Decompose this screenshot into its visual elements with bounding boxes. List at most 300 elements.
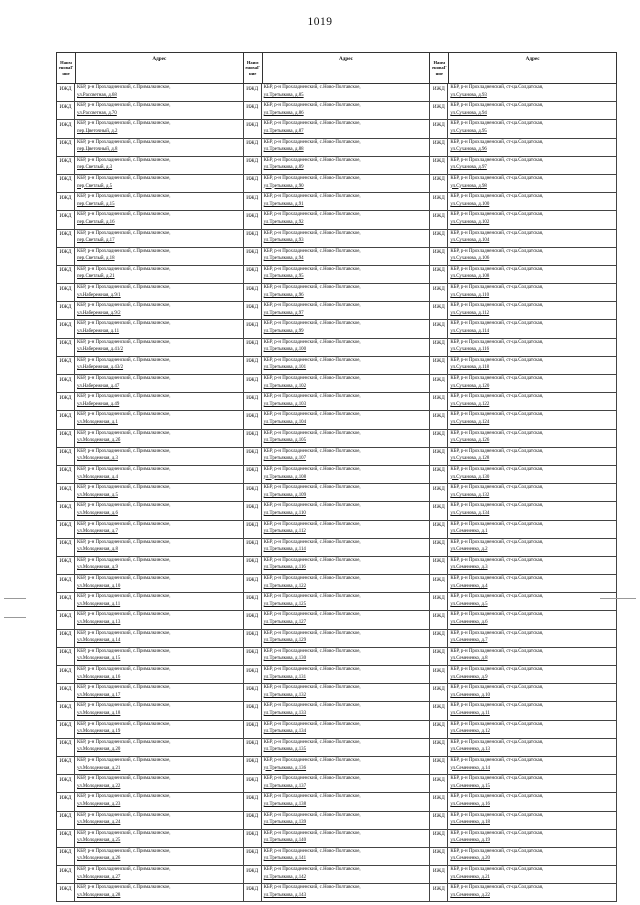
object-type: ИЖД xyxy=(244,175,262,192)
object-type: ИЖД xyxy=(244,757,262,774)
address-street: ул.Третьякова, д.87 xyxy=(263,128,304,134)
address-street: ул.Молодежная, д.27 xyxy=(77,874,121,880)
table-header xyxy=(244,52,431,84)
address-street: ул.Третьякова, д.114 xyxy=(263,547,306,553)
table-row xyxy=(430,320,617,338)
object-type: ИЖД xyxy=(430,84,448,101)
object-type: ИЖД xyxy=(430,557,448,574)
table-row xyxy=(244,539,431,557)
table-row xyxy=(244,866,431,884)
object-type: ИЖД xyxy=(244,830,262,847)
address-locality: КБР, р-н Прохладненский, с.Прималкинское, xyxy=(77,703,171,709)
address-cell xyxy=(448,139,617,156)
address-locality: КБР, р-н Прохладненский, с.Прималкинское, xyxy=(77,503,171,509)
address-cell xyxy=(262,739,431,756)
address-locality: КБР, р-н Прохладненский, ст-ца.Солдатская, xyxy=(450,321,544,327)
table-row xyxy=(57,84,244,102)
address-locality: КБР, р-н Прохладненский, с.Ново-Полтавское, xyxy=(263,121,361,127)
address-locality: КБР, р-н Прохладненский, ст-ца.Солдатская, xyxy=(450,885,544,891)
address-street: ул.Третьякова, д.92 xyxy=(263,219,304,225)
table-row xyxy=(430,830,617,848)
address-locality: КБР, р-н Прохладненский, с.Ново-Полтавское, xyxy=(263,394,361,400)
address-street: ул.Третьякова, д.108 xyxy=(263,474,307,480)
address-street: ул.Семененко, д.13 xyxy=(450,747,490,753)
address-locality: КБР, р-н Прохладненский, с.Прималкинское, xyxy=(77,121,171,127)
object-type: ИЖД xyxy=(430,448,448,465)
table-row xyxy=(244,266,431,284)
object-type: ИЖД xyxy=(244,302,262,319)
object-type: ИЖД xyxy=(430,666,448,683)
object-type: ИЖД xyxy=(430,284,448,301)
table-row xyxy=(430,884,617,902)
address-cell xyxy=(448,411,617,428)
address-street: ул.Молодежная, д.5 xyxy=(77,492,118,498)
table-row xyxy=(430,812,617,830)
address-cell xyxy=(448,393,617,410)
address-locality: КБР, р-н Прохладненский, ст-ца.Солдатская, xyxy=(450,175,544,181)
address-locality: КБР, р-н Прохладненский, с.Прималкинское, xyxy=(77,175,171,181)
object-type: ИЖД xyxy=(57,466,75,483)
address-street: ул.Набережная, д.49 xyxy=(77,401,120,407)
address-cell xyxy=(75,211,244,228)
object-type: ИЖД xyxy=(430,393,448,410)
object-type: ИЖД xyxy=(244,739,262,756)
address-cell xyxy=(262,593,431,610)
address-cell xyxy=(262,557,431,574)
address-cell xyxy=(262,521,431,538)
address-locality: КБР, р-н Прохладненский, ст-ца.Солдатская, xyxy=(450,485,544,491)
object-type: ИЖД xyxy=(430,539,448,556)
header-address: Адрес xyxy=(76,53,244,83)
table-row xyxy=(244,830,431,848)
address-locality: КБР, р-н Прохладненский, ст-ца.Солдатская, xyxy=(450,667,544,672)
address-locality: КБР, р-н Прохладненский, ст-ца.Солдатская, xyxy=(450,266,544,272)
address-street: ул.Молодежная, д.23 xyxy=(77,801,121,807)
address-cell xyxy=(75,320,244,337)
object-type: ИЖД xyxy=(57,648,75,665)
address-locality: КБР, р-н Прохладненский, с.Прималкинское, xyxy=(77,139,171,145)
address-locality: КБР, р-н Прохладненский, с.Ново-Полтавское, xyxy=(263,485,361,491)
object-type: ИЖД xyxy=(430,721,448,738)
address-street: ул.Молодежная, д.17 xyxy=(77,692,121,698)
table-row xyxy=(430,84,617,102)
object-type: ИЖД xyxy=(57,302,75,319)
address-locality: КБР, р-н Прохладненский, с.Ново-Полтавское, xyxy=(263,630,361,636)
object-type: ИЖД xyxy=(244,102,262,119)
address-locality: КБР, р-н Прохладненский, ст-ца.Солдатская, xyxy=(450,139,544,145)
object-type: ИЖД xyxy=(244,812,262,829)
address-cell xyxy=(75,521,244,538)
address-cell xyxy=(262,539,431,556)
address-locality: КБР, р-н Прохладненский, ст-ца.Солдатская, xyxy=(450,576,544,582)
address-street: ул.Молодежная, д.16 xyxy=(77,674,121,680)
address-cell xyxy=(262,248,431,265)
table-row xyxy=(244,630,431,648)
object-type: ИЖД xyxy=(244,375,262,392)
address-cell xyxy=(262,357,431,374)
address-street: ул.Третьякова, д.127 xyxy=(263,620,307,626)
address-cell xyxy=(262,102,431,119)
object-type: ИЖД xyxy=(57,175,75,192)
header-type: Наим еноваГ ние xyxy=(244,53,263,83)
table-row xyxy=(244,484,431,502)
address-locality: КБР, р-н Прохладненский, с.Ново-Полтавское, xyxy=(263,739,361,745)
table-row xyxy=(244,175,431,193)
address-street: ул.Третьякова, д.85 xyxy=(263,92,304,98)
object-type: ИЖД xyxy=(57,866,75,883)
address-cell xyxy=(448,521,617,538)
address-locality: КБР, р-н Прохладненский, с.Ново-Полтавское, xyxy=(263,303,361,309)
address-cell xyxy=(75,393,244,410)
address-cell xyxy=(448,684,617,701)
object-type: ИЖД xyxy=(57,139,75,156)
address-street: ул.Молодежная, д.15 xyxy=(77,656,121,662)
address-cell xyxy=(448,466,617,483)
address-cell xyxy=(262,175,431,192)
table-row xyxy=(57,484,244,502)
address-street: ул.Молодежная, д.28 xyxy=(77,892,121,898)
address-street: ул.Молодежная, д.14 xyxy=(77,638,121,644)
address-street: ул.Семененко, д.8 xyxy=(450,656,488,662)
page-number: 1019 xyxy=(307,16,333,28)
address-cell xyxy=(262,411,431,428)
address-cell xyxy=(262,702,431,719)
table-row xyxy=(430,557,617,575)
address-locality: КБР, р-н Прохладненский, с.Прималкинское, xyxy=(77,157,171,163)
address-locality: КБР, р-н Прохладненский, ст-ца.Солдатская, xyxy=(450,539,544,545)
address-locality: КБР, р-н Прохладненский, с.Прималкинское, xyxy=(77,466,171,472)
address-locality: КБР, р-н Прохладненский, с.Ново-Полтавское, xyxy=(263,539,361,545)
table-row xyxy=(244,357,431,375)
address-street: ул.Молодежная, д.26 xyxy=(77,856,121,862)
address-locality: КБР, р-н Прохладненский, с.Ново-Полтавское, xyxy=(263,248,361,254)
object-type: ИЖД xyxy=(57,575,75,592)
table-row xyxy=(57,666,244,684)
object-type: ИЖД xyxy=(244,139,262,156)
table-row xyxy=(430,175,617,193)
object-type: ИЖД xyxy=(57,193,75,210)
address-cell xyxy=(262,284,431,301)
address-cell xyxy=(75,84,244,101)
object-type: ИЖД xyxy=(430,848,448,865)
address-locality: КБР, р-н Прохладненский, с.Прималкинское, xyxy=(77,285,171,291)
address-cell xyxy=(448,502,617,519)
table-row xyxy=(57,339,244,357)
address-street: ул.Третьякова, д.104 xyxy=(263,419,307,425)
object-type: ИЖД xyxy=(244,193,262,210)
address-locality: КБР, р-н Прохладненский, с.Ново-Полтавское, xyxy=(263,776,361,782)
address-locality: КБР, р-н Прохладненский, ст-ца.Солдатская, xyxy=(450,430,544,436)
address-cell xyxy=(75,630,244,647)
object-type: ИЖД xyxy=(57,848,75,865)
address-cell xyxy=(262,139,431,156)
address-locality: КБР, р-н Прохладненский, с.Ново-Полтавское, xyxy=(263,576,361,582)
table-row xyxy=(57,175,244,193)
table-row xyxy=(430,302,617,320)
address-street: ул.Молодежная, д.21 xyxy=(77,765,121,771)
table-row xyxy=(57,539,244,557)
address-locality: КБР, р-н Прохладненский, с.Прималкинское, xyxy=(77,412,171,418)
table-row xyxy=(430,775,617,793)
object-type: ИЖД xyxy=(244,539,262,556)
address-locality: КБР, р-н Прохладненский, ст-ца.Солдатская, xyxy=(450,830,544,836)
table-row xyxy=(430,539,617,557)
object-type: ИЖД xyxy=(244,284,262,301)
address-locality: КБР, р-н Прохладненский, ст-ца.Солдатская, xyxy=(450,85,544,90)
object-type: ИЖД xyxy=(244,320,262,337)
address-street: ул.Семененко, д.7 xyxy=(450,638,488,644)
address-street: ул.Семененко, д.21 xyxy=(450,874,490,880)
table-header xyxy=(430,52,617,84)
object-type: ИЖД xyxy=(430,248,448,265)
address-locality: КБР, р-н Прохладненский, с.Прималкинское, xyxy=(77,430,171,436)
address-street: ул.Третьякова, д.137 xyxy=(263,783,307,789)
address-cell xyxy=(75,266,244,283)
table-row xyxy=(244,448,431,466)
address-street: ул.Третьякова, д.86 xyxy=(263,110,304,116)
address-street: пер.Светлый, д.15 xyxy=(77,201,115,207)
table-row xyxy=(244,211,431,229)
object-type: ИЖД xyxy=(430,120,448,137)
address-street: ул.Суханова, д.104 xyxy=(450,238,490,244)
object-type: ИЖД xyxy=(244,793,262,810)
address-cell xyxy=(75,666,244,683)
table-row xyxy=(57,466,244,484)
table-row xyxy=(57,375,244,393)
address-street: ул.Третьякова, д.142 xyxy=(263,874,307,880)
table-row xyxy=(430,284,617,302)
address-cell xyxy=(262,793,431,810)
address-cell xyxy=(75,120,244,137)
object-type: ИЖД xyxy=(57,393,75,410)
address-street: ул.Молодежная, д.20 xyxy=(77,747,121,753)
address-cell xyxy=(75,157,244,174)
table-row xyxy=(244,248,431,266)
table-row xyxy=(57,702,244,720)
address-cell xyxy=(262,466,431,483)
table-row xyxy=(244,320,431,338)
address-cell xyxy=(75,648,244,665)
table-row xyxy=(57,557,244,575)
table-row xyxy=(244,120,431,138)
table-row xyxy=(57,684,244,702)
address-locality: КБР, р-н Прохладненский, ст-ца.Солдатская, xyxy=(450,812,544,818)
address-locality: КБР, р-н Прохладненский, с.Прималкинское, xyxy=(77,812,171,818)
address-cell xyxy=(262,648,431,665)
address-cell xyxy=(448,884,617,901)
address-locality: КБР, р-н Прохладненский, с.Прималкинское, xyxy=(77,594,171,600)
table-row xyxy=(430,193,617,211)
table-row xyxy=(57,430,244,448)
address-street: ул.Третьякова, д.134 xyxy=(263,729,307,735)
address-street: ул.Набережная, д.41/2 xyxy=(77,347,124,353)
object-type: ИЖД xyxy=(244,393,262,410)
table-row xyxy=(430,666,617,684)
address-street: ул.Третьякова, д.90 xyxy=(263,183,304,189)
address-locality: КБР, р-н Прохладненский, с.Ново-Полтавское, xyxy=(263,266,361,272)
address-cell xyxy=(262,812,431,829)
address-locality: КБР, р-н Прохладненский, с.Ново-Полтавское, xyxy=(263,648,361,654)
table-row xyxy=(430,211,617,229)
address-cell xyxy=(448,211,617,228)
address-street: ул.Суханова, д.132 xyxy=(450,492,490,498)
object-type: ИЖД xyxy=(430,175,448,192)
object-type: ИЖД xyxy=(57,812,75,829)
address-cell xyxy=(448,648,617,665)
address-cell xyxy=(262,575,431,592)
object-type: ИЖД xyxy=(57,484,75,501)
table-row xyxy=(57,521,244,539)
table-row xyxy=(57,230,244,248)
address-cell xyxy=(262,302,431,319)
address-locality: КБР, р-н Прохладненский, с.Ново-Полтавское, xyxy=(263,321,361,327)
object-type: ИЖД xyxy=(430,320,448,337)
address-locality: КБР, р-н Прохладненский, с.Прималкинское, xyxy=(77,85,171,90)
address-locality: КБР, р-н Прохладненский, с.Ново-Полтавское, xyxy=(263,848,361,854)
address-locality: КБР, р-н Прохладненский, с.Ново-Полтавское, xyxy=(263,685,361,691)
address-cell xyxy=(75,684,244,701)
object-type: ИЖД xyxy=(430,502,448,519)
table-row xyxy=(57,266,244,284)
address-cell xyxy=(75,102,244,119)
address-street: ул.Третьякова, д.94 xyxy=(263,256,304,262)
table-row xyxy=(430,630,617,648)
table-column-3 xyxy=(430,52,617,902)
address-street: ул.Молодежная, д.11 xyxy=(77,601,121,607)
object-type: ИЖД xyxy=(244,611,262,628)
object-type: ИЖД xyxy=(244,484,262,501)
address-street: ул.Семененко, д.14 xyxy=(450,765,490,771)
address-street: пер.Светлый, д.5 xyxy=(77,183,113,189)
address-street: ул.Суханова, д.97 xyxy=(450,165,487,171)
object-type: ИЖД xyxy=(244,430,262,447)
table-column-2 xyxy=(244,52,431,902)
header-type: Наим еноваГ ние xyxy=(430,53,449,83)
table-row xyxy=(244,721,431,739)
address-street: ул.Набережная, д.47 xyxy=(77,383,120,389)
address-cell xyxy=(262,393,431,410)
address-locality: КБР, р-н Прохладненский, ст-ца.Солдатская, xyxy=(450,157,544,163)
address-locality: КБР, р-н Прохладненский, ст-ца.Солдатская, xyxy=(450,412,544,418)
table-row xyxy=(430,248,617,266)
table-row xyxy=(430,102,617,120)
address-locality: КБР, р-н Прохладненский, ст-ца.Солдатская, xyxy=(450,848,544,854)
address-locality: КБР, р-н Прохладненский, с.Ново-Полтавское, xyxy=(263,794,361,800)
table-row xyxy=(57,593,244,611)
object-type: ИЖД xyxy=(244,775,262,792)
object-type: ИЖД xyxy=(244,557,262,574)
table-row xyxy=(430,139,617,157)
address-locality: КБР, р-н Прохладненский, ст-ца.Солдатская, xyxy=(450,739,544,745)
address-street: ул.Семененко, д.15 xyxy=(450,783,490,789)
object-type: ИЖД xyxy=(244,521,262,538)
object-type: ИЖД xyxy=(430,102,448,119)
table-row xyxy=(244,139,431,157)
address-cell xyxy=(75,812,244,829)
address-street: пер.Светлый, д.21 xyxy=(77,274,115,280)
address-cell xyxy=(75,357,244,374)
address-locality: КБР, р-н Прохладненский, с.Ново-Полтавское, xyxy=(263,867,361,873)
object-type: ИЖД xyxy=(430,157,448,174)
address-street: ул.Молодежная, д.24 xyxy=(77,820,121,826)
address-locality: КБР, р-н Прохладненский, с.Прималкинское, xyxy=(77,830,171,836)
object-type: ИЖД xyxy=(244,721,262,738)
object-type: ИЖД xyxy=(430,757,448,774)
address-cell xyxy=(262,193,431,210)
address-cell xyxy=(75,830,244,847)
object-type: ИЖД xyxy=(57,375,75,392)
address-locality: КБР, р-н Прохладненский, ст-ца.Солдатская, xyxy=(450,794,544,800)
table-row xyxy=(57,448,244,466)
address-street: ул.Третьякова, д.101 xyxy=(263,365,307,371)
object-type: ИЖД xyxy=(244,157,262,174)
table-row xyxy=(430,430,617,448)
table-column-1 xyxy=(57,52,244,902)
address-cell xyxy=(75,248,244,265)
object-type: ИЖД xyxy=(244,593,262,610)
address-cell xyxy=(75,139,244,156)
address-cell xyxy=(262,866,431,883)
object-type: ИЖД xyxy=(430,648,448,665)
object-type: ИЖД xyxy=(430,302,448,319)
table-row xyxy=(244,684,431,702)
object-type: ИЖД xyxy=(57,721,75,738)
table-row xyxy=(244,411,431,429)
address-street: ул.Третьякова, д.140 xyxy=(263,838,307,844)
address-cell xyxy=(75,848,244,865)
address-cell xyxy=(262,848,431,865)
address-cell xyxy=(448,157,617,174)
table-row xyxy=(244,466,431,484)
object-type: ИЖД xyxy=(430,375,448,392)
table-row xyxy=(57,102,244,120)
table-row xyxy=(430,521,617,539)
address-locality: КБР, р-н Прохладненский, с.Прималкинское, xyxy=(77,521,171,527)
address-locality: КБР, р-н Прохладненский, с.Ново-Полтавское, xyxy=(263,448,361,454)
address-street: ул.Суханова, д.126 xyxy=(450,438,490,444)
address-street: ул.Суханова, д.94 xyxy=(450,110,487,116)
address-locality: КБР, р-н Прохладненский, с.Прималкинское, xyxy=(77,630,171,636)
address-street: ул.Суханова, д.102 xyxy=(450,219,490,225)
address-street: ул.Суханова, д.110 xyxy=(450,292,490,298)
address-cell xyxy=(448,284,617,301)
table-row xyxy=(244,611,431,629)
address-street: ул.Семененко, д.4 xyxy=(450,583,488,589)
address-cell xyxy=(448,248,617,265)
address-street: ул.Молодежная, д.2б xyxy=(77,438,121,444)
object-type: ИЖД xyxy=(244,211,262,228)
object-type: ИЖД xyxy=(244,848,262,865)
table-row xyxy=(57,284,244,302)
address-street: ул.Молодежная, д.18 xyxy=(77,710,121,716)
address-locality: КБР, р-н Прохладненский, с.Прималкинское, xyxy=(77,357,171,363)
address-locality: КБР, р-н Прохладненский, ст-ца.Солдатская, xyxy=(450,685,544,691)
address-street: ул.Семененко, д.22 xyxy=(450,892,490,898)
address-cell xyxy=(262,630,431,647)
table-row xyxy=(57,848,244,866)
table-row xyxy=(57,793,244,811)
address-locality: КБР, р-н Прохладненский, ст-ца.Солдатская, xyxy=(450,703,544,709)
object-type: ИЖД xyxy=(57,793,75,810)
object-type: ИЖД xyxy=(244,866,262,883)
address-street: ул.Молодежная, д.19 xyxy=(77,729,121,735)
address-cell xyxy=(262,684,431,701)
address-cell xyxy=(262,157,431,174)
address-locality: КБР, р-н Прохладненский, с.Ново-Полтавское, xyxy=(263,157,361,163)
address-street: ул.Молодежная, д.3 xyxy=(77,456,118,462)
object-type: ИЖД xyxy=(57,248,75,265)
table-row xyxy=(57,248,244,266)
